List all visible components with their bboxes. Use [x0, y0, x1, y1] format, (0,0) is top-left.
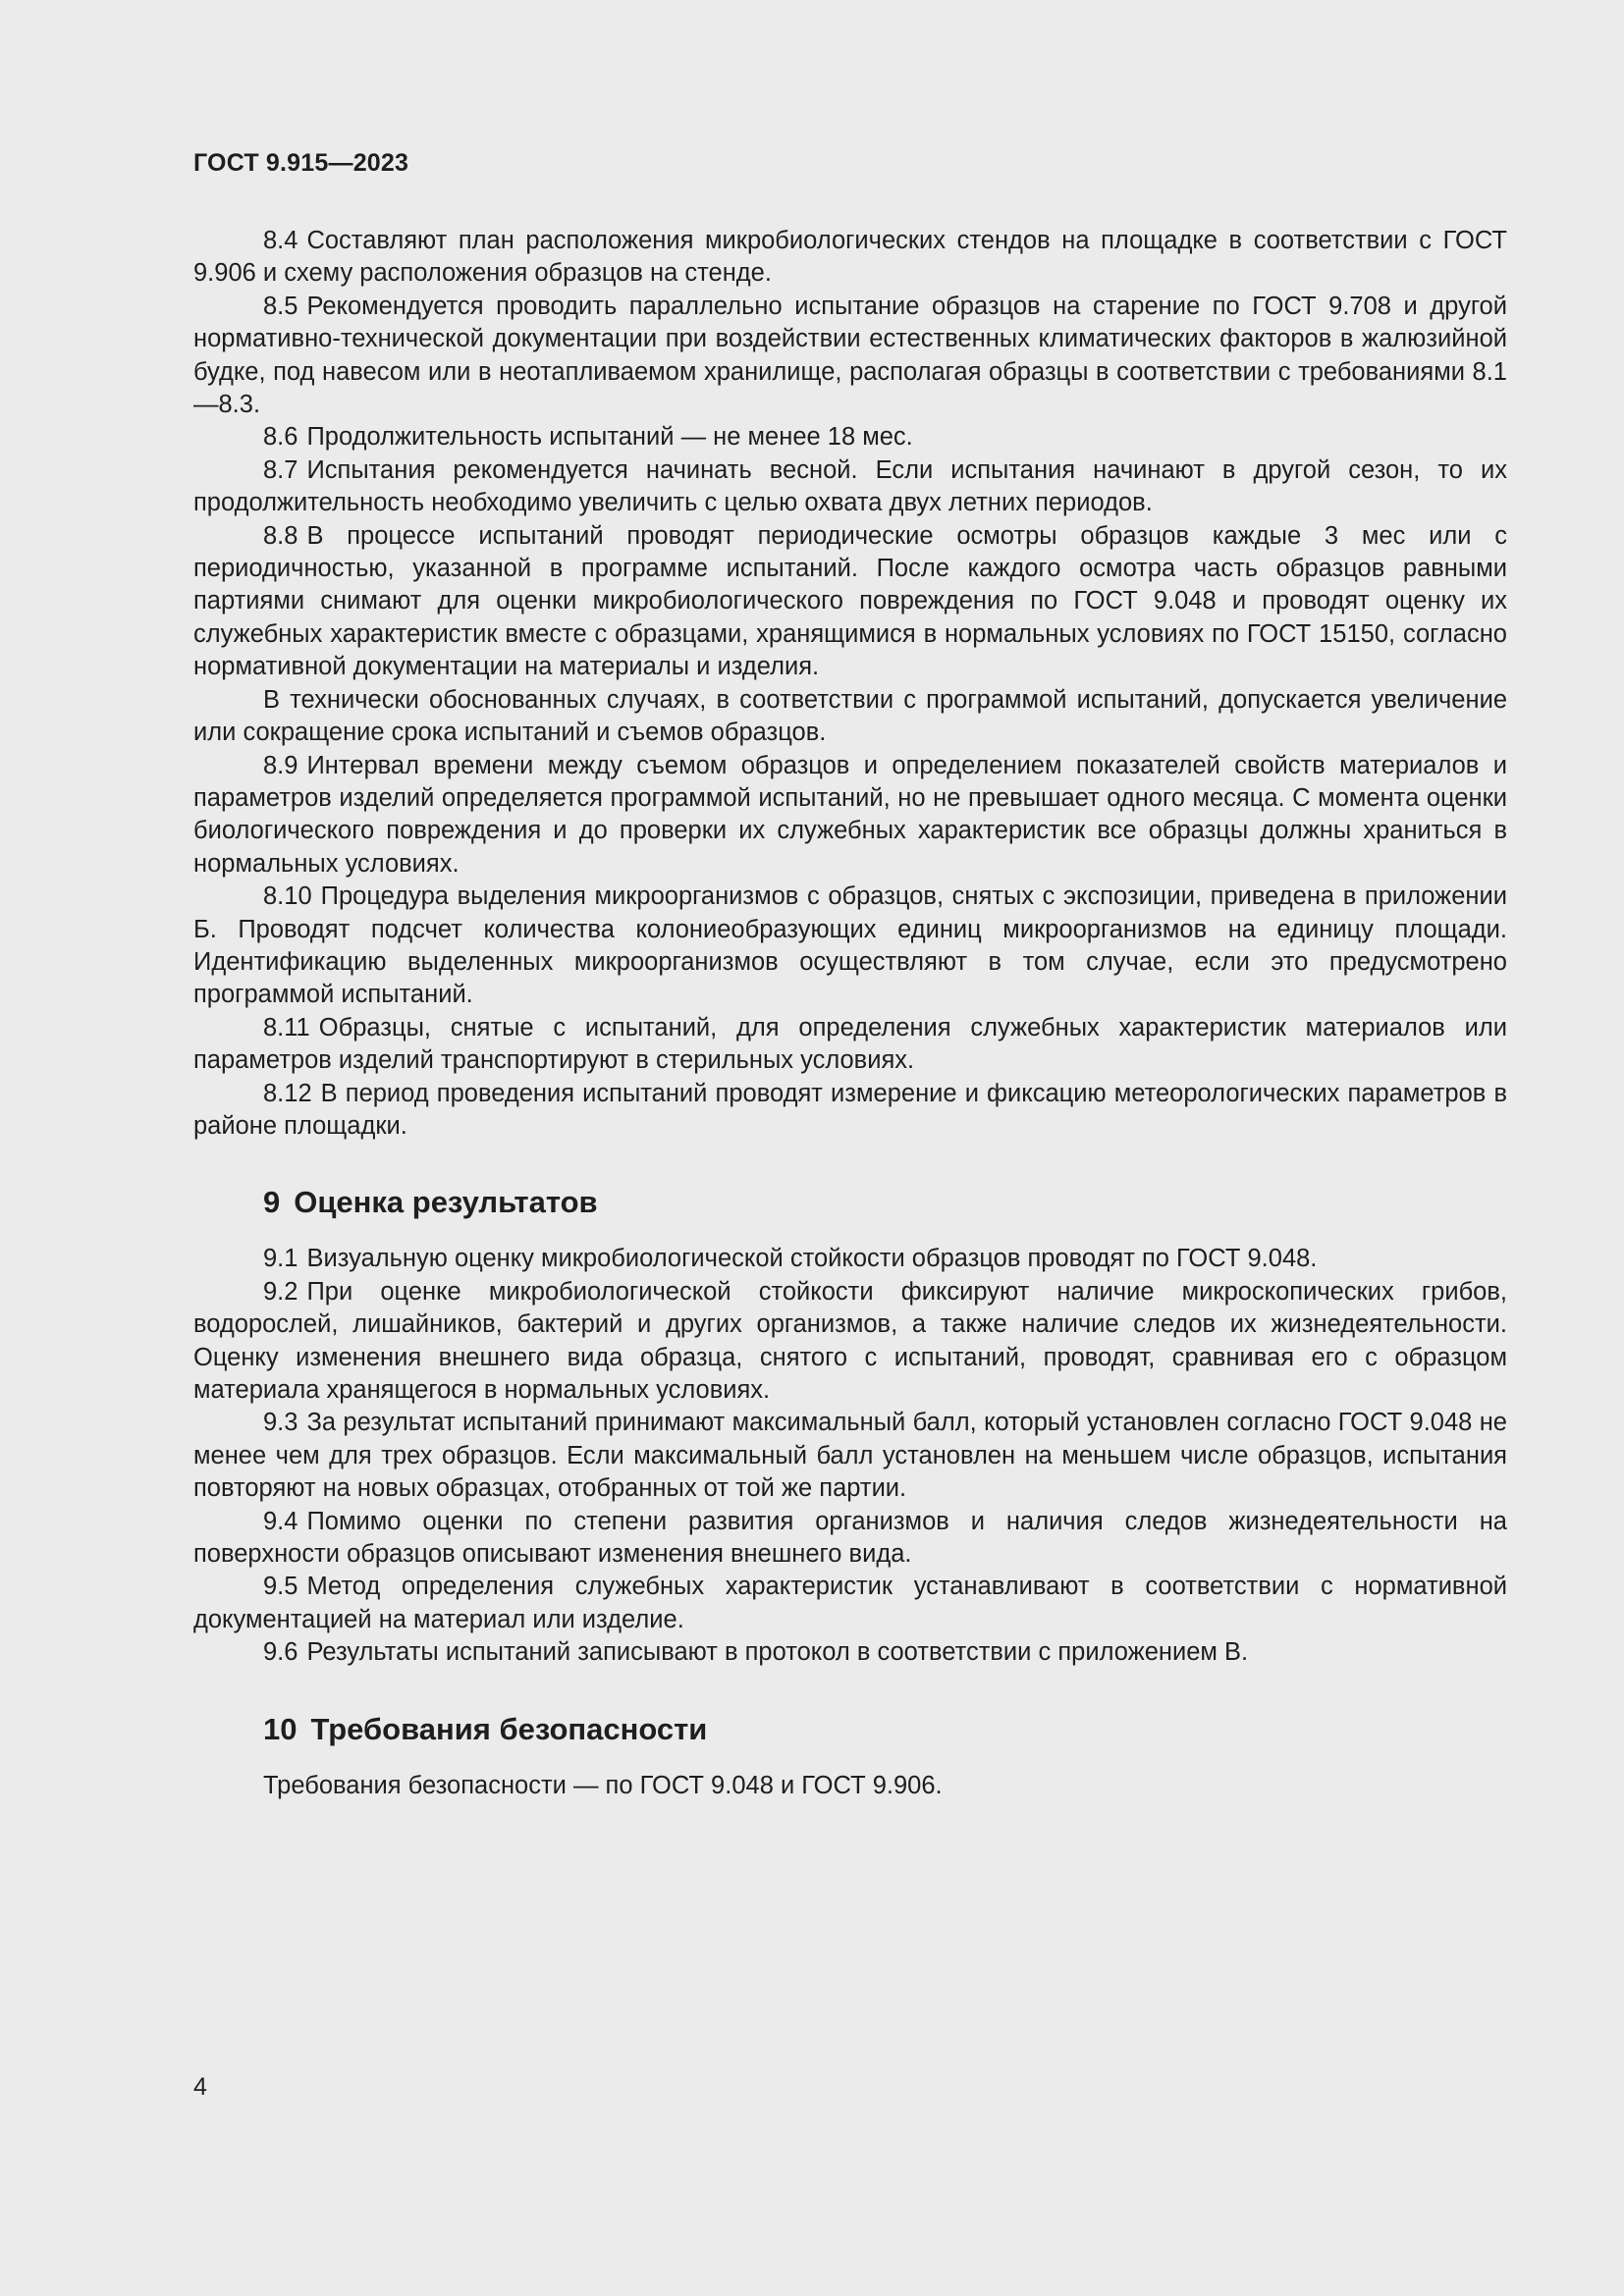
- clause-9-2: [193, 1276, 1507, 1408]
- clause-8-8-note: [193, 684, 1507, 750]
- clause-number: 8.8: [263, 521, 298, 550]
- page-number: 4: [193, 2073, 207, 2101]
- clause-number: 8.4: [263, 227, 298, 254]
- clause-number: 9.4: [263, 1507, 298, 1535]
- clause-text: Результаты испытаний записывают в протокол в соответствии с приложением В.: [306, 1638, 1249, 1667]
- clause-8-6: [193, 421, 1507, 454]
- clause-text: Процедура выделения микроорганизмов с образцов, снятых с экспозиции, приведена в приложении Б. Проводят подсчет количества колониеобразующих единиц микроорганизмов на единицу площади. Идентификацию выделенных микроорганизмов осуществляют в том случае, если это предусмотрено программой испытаний.: [193, 882, 1507, 1009]
- clause-text: В процессе испытаний проводят периодические осмотры образцов каждые 3 мес или с периодичностью, указанной в программе испытаний. После каждого осмотра часть образцов равными партиями снимают для оценки микробиологического повреждения по ГОСТ 9.048 и проводят оценку их служебных характеристик вместе с образцами, хранящимися в нормальных условиях по ГОСТ 15150, согласно нормативной документации на материалы и изделия.: [193, 521, 1507, 681]
- clause-9-1: [193, 1243, 1507, 1275]
- clause-8-9: [193, 750, 1507, 881]
- clause-text: Испытания рекомендуется начинать весной. Если испытания начинают в другой сезон, то их продолжительность необходимо увеличить с целью охвата двух летних периодов.: [193, 455, 1507, 517]
- clause-text: За результат испытаний принимают максимальный балл, который установлен согласно ГОСТ 9.048 не менее чем для трех образцов. Если максимальный балл установлен на меньшем числе образцов, испытания повторяют на новых образцах, отобранных от той же партии.: [193, 1409, 1507, 1503]
- clause-8-4: [193, 225, 1507, 291]
- section-title: Оценка результатов: [294, 1185, 598, 1220]
- clause-text: При оценке микробиологической стойкости фиксируют наличие микроскопических грибов, водорослей, лишайников, бактерий и других организмов, а также наличие следов их жизнедеятельности. Оценку изменения внешнего вида образца, снятого с испытаний, проводят, сравнивая его с образцом материала хранящегося в нормальных условиях.: [193, 1277, 1507, 1404]
- section-10-text: [193, 1770, 1507, 1802]
- clause-text: Составляют план расположения микробиологических стендов на площадке в соответствии с ГОСТ 9.906 и схему расположения образцов на стенде.: [193, 227, 1507, 288]
- clause-9-5: [193, 1571, 1507, 1636]
- clause-number: 9.6: [263, 1638, 298, 1667]
- section-10-heading: [193, 1711, 1507, 1748]
- clause-number: 8.9: [263, 751, 298, 779]
- clause-number: 8.5: [263, 292, 298, 320]
- clause-9-6: [193, 1636, 1507, 1669]
- clause-text: Визуальную оценку микробиологической стойкости образцов проводят по ГОСТ 9.048.: [306, 1245, 1318, 1273]
- clause-number: 9.5: [263, 1573, 298, 1601]
- section-title: Требования безопасности: [310, 1711, 708, 1746]
- clause-text: В период проведения испытаний проводят измерение и фиксацию метеорологических параметров в районе площадки.: [193, 1079, 1507, 1140]
- clause-text: Интервал времени между съемом образцов и определением показателей свойств материалов и параметров изделий определяется программой испытаний, но не превышает одного месяца. С момента оценки биологического повреждения и до проверки их служебных характеристик все образцы должны храниться в нормальных условиях.: [193, 751, 1507, 878]
- clause-9-3: [193, 1407, 1507, 1505]
- clause-8-5: [193, 291, 1507, 422]
- clause-text: Образцы, снятые с испытаний, для определения служебных характеристик материалов или параметров изделий транспортируют в стерильных условиях.: [193, 1013, 1507, 1075]
- clause-8-7: [193, 454, 1507, 520]
- section-number: 10: [263, 1711, 298, 1746]
- clause-number: 9.1: [263, 1245, 298, 1273]
- clause-number: 9.2: [263, 1277, 298, 1306]
- section-9-heading: [193, 1184, 1507, 1221]
- clause-text: Продолжительность испытаний — не менее 18 мес.: [306, 423, 913, 452]
- clause-number: 8.10: [263, 882, 312, 911]
- clause-text: Метод определения служебных характеристик устанавливают в соответствии с нормативной документацией на материал или изделие.: [193, 1573, 1507, 1633]
- clause-text: Рекомендуется проводить параллельно испытание образцов на старение по ГОСТ 9.708 и другой нормативно-технической документации при воздействии естественных климатических факторов в жалюзийной будке, под навесом или в неотапливаемом хранилище, располагая образцы в соответствии с требованиями 8.1—8.3.: [193, 292, 1507, 419]
- section-number: 9: [263, 1185, 281, 1220]
- clause-number: 9.3: [263, 1409, 298, 1437]
- clause-8-8: [193, 520, 1507, 684]
- clause-8-10: [193, 881, 1507, 1012]
- clause-text: В технически обоснованных случаях, в соответствии с программой испытаний, допускается увеличение или сокращение срока испытаний и съемов образцов.: [193, 685, 1507, 747]
- clause-number: 8.7: [263, 455, 298, 484]
- clause-text: Требования безопасности — по ГОСТ 9.048 и ГОСТ 9.906.: [263, 1771, 943, 1799]
- clause-9-4: [193, 1506, 1507, 1572]
- document-body: [193, 225, 1507, 1802]
- clause-number: 8.6: [263, 423, 298, 452]
- document-code: ГОСТ 9.915—2023: [193, 149, 409, 177]
- clause-8-11: [193, 1012, 1507, 1078]
- clause-text: Помимо оценки по степени развития организмов и наличия следов жизнедеятельности на поверхности образцов описывают изменения внешнего вида.: [193, 1507, 1507, 1569]
- clause-number: 8.11: [263, 1013, 310, 1041]
- clause-number: 8.12: [263, 1079, 312, 1107]
- clause-8-12: [193, 1078, 1507, 1144]
